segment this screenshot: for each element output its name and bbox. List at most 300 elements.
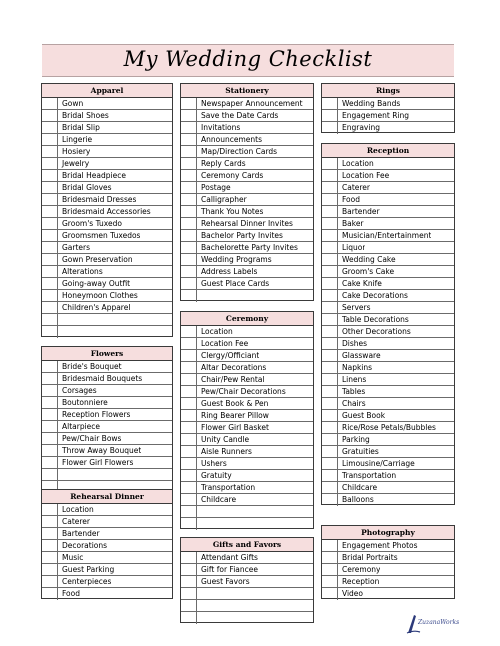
checklist-item[interactable]	[181, 518, 313, 530]
checklist-item[interactable]	[181, 158, 313, 170]
checkbox[interactable]	[322, 278, 338, 289]
checkbox[interactable]	[42, 134, 58, 145]
checkbox[interactable]	[181, 518, 197, 530]
checklist-item[interactable]	[42, 433, 172, 445]
checklist-item-label: Altar Decorations	[201, 363, 267, 372]
checkbox[interactable]	[322, 350, 338, 361]
checkbox[interactable]	[42, 552, 58, 563]
checklist-item[interactable]	[322, 254, 454, 266]
checklist-item-label: Lingerie	[62, 135, 93, 144]
checkbox[interactable]	[42, 457, 58, 468]
checklist-item-label: Guest Book	[342, 411, 386, 420]
checklist-item[interactable]	[322, 158, 454, 170]
checkbox[interactable]	[42, 182, 58, 193]
checklist-item[interactable]	[181, 564, 313, 576]
checklist-item-label: Save the Date Cards	[201, 111, 279, 120]
checklist-item-label: Honeymoon Clothes	[62, 291, 138, 300]
checklist-item[interactable]	[181, 470, 313, 482]
checkbox[interactable]	[181, 134, 197, 145]
checkbox[interactable]	[42, 146, 58, 157]
checklist-item[interactable]	[322, 266, 454, 278]
checkbox[interactable]	[322, 588, 338, 600]
checkbox[interactable]	[322, 482, 338, 493]
checklist-item[interactable]	[181, 146, 313, 158]
checklist-item[interactable]	[181, 110, 313, 122]
checkbox[interactable]	[322, 576, 338, 587]
checkbox[interactable]	[42, 194, 58, 205]
checkbox[interactable]	[42, 98, 58, 109]
checklist-item[interactable]	[322, 350, 454, 362]
checkbox[interactable]	[42, 361, 58, 372]
checkbox[interactable]	[181, 206, 197, 217]
checklist-item[interactable]	[42, 242, 172, 254]
checklist-item-label: Bridal Headpiece	[62, 171, 126, 180]
checklist-item-label: Servers	[342, 303, 371, 312]
checkbox[interactable]	[42, 278, 58, 289]
checklist-item[interactable]	[322, 398, 454, 410]
checkbox[interactable]	[181, 338, 197, 349]
checklist-item[interactable]	[181, 218, 313, 230]
checklist-item-label: Cake Knife	[342, 279, 382, 288]
checkbox[interactable]	[42, 170, 58, 181]
checkbox[interactable]	[42, 314, 58, 325]
checklist-item-label: Caterer	[342, 183, 371, 192]
checklist-item[interactable]	[42, 540, 172, 552]
checkbox[interactable]	[181, 410, 197, 421]
checklist-item-label: Groomsmen Tuxedos	[62, 231, 141, 240]
checklist-item[interactable]	[181, 494, 313, 506]
checklist-item[interactable]	[42, 170, 172, 182]
checklist-item[interactable]	[181, 350, 313, 362]
checkbox[interactable]	[322, 446, 338, 457]
checkbox[interactable]	[322, 374, 338, 385]
checkbox[interactable]	[42, 373, 58, 384]
checklist-item[interactable]	[181, 506, 313, 518]
checklist-item[interactable]	[42, 266, 172, 278]
checkbox[interactable]	[322, 362, 338, 373]
checklist-item-label: Food	[342, 195, 360, 204]
checklist-item-label: Music	[62, 553, 84, 562]
checkbox[interactable]	[322, 552, 338, 563]
checkbox[interactable]	[181, 230, 197, 241]
checklist-item-label: Tables	[342, 387, 366, 396]
checklist-item[interactable]	[42, 576, 172, 588]
checklist-item[interactable]	[322, 494, 454, 506]
checklist-item-label: Altarpiece	[62, 422, 101, 431]
checklist-item[interactable]	[42, 182, 172, 194]
checkbox[interactable]	[181, 254, 197, 265]
checklist-item[interactable]	[181, 576, 313, 588]
checkbox[interactable]	[181, 182, 197, 193]
checkbox[interactable]	[181, 266, 197, 277]
checklist-item[interactable]	[42, 206, 172, 218]
checklist-item-label: Centerpieces	[62, 577, 112, 586]
checklist-item[interactable]	[322, 410, 454, 422]
checkbox[interactable]	[181, 386, 197, 397]
checkbox[interactable]	[42, 254, 58, 265]
checkbox[interactable]	[322, 122, 338, 134]
checkbox[interactable]	[322, 470, 338, 481]
ceremony-section	[180, 311, 314, 529]
stationery-heading: Stationery	[181, 84, 313, 98]
checkbox[interactable]	[181, 350, 197, 361]
checklist-item[interactable]	[42, 397, 172, 409]
logo-text: ZuzanaWorks	[418, 619, 460, 626]
checkbox[interactable]	[181, 576, 197, 587]
checkbox[interactable]	[181, 146, 197, 157]
checkbox[interactable]	[42, 122, 58, 133]
checklist-item[interactable]	[42, 230, 172, 242]
checklist-item-label: Engraving	[342, 123, 380, 132]
checkbox[interactable]	[181, 374, 197, 385]
checklist-item[interactable]	[181, 482, 313, 494]
checklist-item-label: Wedding Bands	[342, 99, 401, 108]
checklist-item-label: Chairs	[342, 399, 366, 408]
checkbox[interactable]	[181, 506, 197, 517]
checklist-item-label: Ring Bearer Pillow	[201, 411, 269, 420]
checklist-item[interactable]	[322, 482, 454, 494]
checkbox[interactable]	[181, 110, 197, 121]
checklist-item-label: Map/Direction Cards	[201, 147, 278, 156]
checklist-item-label: Engagement Ring	[342, 111, 410, 120]
checklist-item[interactable]	[42, 552, 172, 564]
checklist-item-label: Location Fee	[342, 171, 390, 180]
checklist-item[interactable]	[181, 290, 313, 302]
checkbox[interactable]	[322, 110, 338, 121]
checkbox[interactable]	[322, 338, 338, 349]
checkbox[interactable]	[322, 386, 338, 397]
checklist-item[interactable]	[322, 362, 454, 374]
checklist-item[interactable]	[322, 302, 454, 314]
checklist-item-label: Other Decorations	[342, 327, 411, 336]
checklist-item[interactable]	[181, 446, 313, 458]
checkbox[interactable]	[181, 446, 197, 457]
checkbox[interactable]	[181, 326, 197, 337]
checklist-item[interactable]	[42, 588, 172, 600]
checkbox[interactable]	[181, 194, 197, 205]
checklist-item[interactable]	[181, 254, 313, 266]
checklist-item[interactable]	[181, 338, 313, 350]
checkbox[interactable]	[322, 182, 338, 193]
checklist-item-label: Newspaper Announcement	[201, 99, 303, 108]
checklist-item[interactable]	[322, 98, 454, 110]
checkbox[interactable]	[181, 362, 197, 373]
checklist-item[interactable]	[322, 576, 454, 588]
checklist-item[interactable]	[181, 242, 313, 254]
checklist-item-label	[197, 588, 201, 599]
checklist-item-label: Throw Away Bouquet	[62, 446, 142, 455]
checkbox[interactable]	[322, 290, 338, 301]
checklist-item[interactable]	[322, 326, 454, 338]
checkbox[interactable]	[181, 422, 197, 433]
checkbox[interactable]	[42, 230, 58, 241]
checkbox[interactable]	[322, 266, 338, 277]
checklist-item-label: Boutonniere	[62, 398, 108, 407]
checkbox[interactable]	[181, 552, 197, 563]
checkbox[interactable]	[322, 302, 338, 313]
checkbox[interactable]	[181, 482, 197, 493]
checklist-item-label: Bridal Shoes	[62, 111, 109, 120]
checkbox[interactable]	[42, 218, 58, 229]
checklist-item[interactable]	[42, 385, 172, 397]
checklist-item-label: Engagement Photos	[342, 541, 418, 550]
checklist-item[interactable]	[322, 588, 454, 600]
checkbox[interactable]	[322, 434, 338, 445]
checklist-item-label: Childcare	[201, 495, 237, 504]
checkbox[interactable]	[42, 385, 58, 396]
checklist-item-label: Pew/Chair Decorations	[201, 387, 286, 396]
checklist-item[interactable]	[181, 374, 313, 386]
checklist-item[interactable]	[322, 386, 454, 398]
checkbox[interactable]	[42, 242, 58, 253]
checkbox[interactable]	[322, 230, 338, 241]
checklist-item-label: Children's Apparel	[62, 303, 131, 312]
checklist-item[interactable]	[42, 409, 172, 421]
checklist-item[interactable]	[42, 302, 172, 314]
checkbox[interactable]	[42, 397, 58, 408]
checklist-item[interactable]	[181, 458, 313, 470]
checklist-item[interactable]	[322, 338, 454, 350]
checklist-item[interactable]	[181, 398, 313, 410]
checklist-item[interactable]	[42, 194, 172, 206]
photography-heading: Photography	[322, 526, 454, 540]
checklist-item[interactable]	[42, 278, 172, 290]
checkbox[interactable]	[181, 398, 197, 409]
checkbox[interactable]	[181, 122, 197, 133]
checkbox[interactable]	[181, 564, 197, 575]
checkbox[interactable]	[322, 254, 338, 265]
checklist-item-label: Bridal Gloves	[62, 183, 112, 192]
checklist-item[interactable]	[322, 434, 454, 446]
checkbox[interactable]	[42, 326, 58, 338]
checkbox[interactable]	[42, 110, 58, 121]
checklist-item[interactable]	[181, 134, 313, 146]
checkbox[interactable]	[42, 433, 58, 444]
checkbox[interactable]	[322, 218, 338, 229]
checkbox[interactable]	[181, 600, 197, 611]
checklist-item[interactable]	[322, 374, 454, 386]
checklist-item[interactable]	[181, 422, 313, 434]
title-banner	[42, 44, 454, 77]
checkbox[interactable]	[42, 564, 58, 575]
checklist-item[interactable]	[42, 98, 172, 110]
checklist-item[interactable]	[42, 122, 172, 134]
photography-section	[321, 525, 455, 599]
checkbox[interactable]	[42, 409, 58, 420]
checkbox[interactable]	[42, 421, 58, 432]
checklist-item[interactable]	[322, 422, 454, 434]
checklist-item-label: Flower Girl Basket	[201, 423, 269, 432]
checklist-item[interactable]	[322, 540, 454, 552]
checklist-item[interactable]	[42, 110, 172, 122]
checkbox[interactable]	[42, 588, 58, 600]
ceremony-heading: Ceremony	[181, 312, 313, 326]
checklist-item[interactable]	[181, 182, 313, 194]
checkbox[interactable]	[42, 528, 58, 539]
checkbox[interactable]	[322, 494, 338, 506]
checkbox[interactable]	[181, 170, 197, 181]
checklist-item[interactable]	[322, 122, 454, 134]
checkbox[interactable]	[322, 398, 338, 409]
checkbox[interactable]	[42, 206, 58, 217]
checklist-item[interactable]	[42, 218, 172, 230]
checkbox[interactable]	[322, 564, 338, 575]
checklist-item[interactable]	[42, 528, 172, 540]
checklist-item-label: Bachelorette Party Invites	[201, 243, 298, 252]
checkbox[interactable]	[322, 206, 338, 217]
checkbox[interactable]	[181, 494, 197, 505]
checkbox[interactable]	[42, 516, 58, 527]
checklist-item[interactable]	[42, 134, 172, 146]
checkbox[interactable]	[322, 410, 338, 421]
checklist-item-label: Alterations	[62, 267, 103, 276]
checkbox[interactable]	[322, 194, 338, 205]
reception-heading: Reception	[322, 144, 454, 158]
checklist-item[interactable]	[322, 446, 454, 458]
checklist-item[interactable]	[181, 588, 313, 600]
checkbox[interactable]	[181, 218, 197, 229]
checklist-item[interactable]	[322, 290, 454, 302]
checklist-item[interactable]	[322, 182, 454, 194]
checklist-item[interactable]	[181, 386, 313, 398]
checklist-item[interactable]	[181, 266, 313, 278]
checkbox[interactable]	[42, 302, 58, 313]
checklist-item[interactable]	[181, 194, 313, 206]
checklist-item-label: Going-away Outfit	[62, 279, 131, 288]
rings-heading: Rings	[322, 84, 454, 98]
checkbox[interactable]	[181, 242, 197, 253]
checklist-item[interactable]	[181, 170, 313, 182]
checkbox[interactable]	[42, 540, 58, 551]
checklist-item[interactable]	[322, 564, 454, 576]
checklist-item-label: Dishes	[342, 339, 368, 348]
checkbox[interactable]	[181, 470, 197, 481]
checkbox[interactable]	[181, 158, 197, 169]
checklist-item[interactable]	[322, 470, 454, 482]
checkbox[interactable]	[42, 469, 58, 480]
checklist-item-label: Groom's Tuxedo	[62, 219, 122, 228]
checklist-item-label: Bachelor Party Invites	[201, 231, 283, 240]
checklist-item[interactable]	[42, 457, 172, 469]
checklist-item[interactable]	[42, 469, 172, 481]
checklist-item[interactable]	[322, 206, 454, 218]
checklist-item[interactable]	[181, 362, 313, 374]
checklist-item[interactable]	[322, 278, 454, 290]
checklist-item[interactable]	[42, 158, 172, 170]
checkbox[interactable]	[322, 422, 338, 433]
checkbox[interactable]	[322, 314, 338, 325]
checkbox[interactable]	[42, 266, 58, 277]
checklist-item[interactable]	[181, 206, 313, 218]
checklist-item[interactable]	[42, 361, 172, 373]
checkbox[interactable]	[322, 326, 338, 337]
checklist-item[interactable]	[42, 445, 172, 457]
checkbox[interactable]	[181, 612, 197, 624]
checklist-item-label: Cake Decorations	[342, 291, 408, 300]
checklist-item[interactable]	[181, 600, 313, 612]
checkbox[interactable]	[322, 98, 338, 109]
checklist-item[interactable]	[42, 516, 172, 528]
checkbox[interactable]	[322, 540, 338, 551]
checkbox[interactable]	[181, 434, 197, 445]
checkbox[interactable]	[181, 98, 197, 109]
checkbox[interactable]	[322, 242, 338, 253]
checklist-item[interactable]	[42, 326, 172, 338]
checkbox[interactable]	[181, 278, 197, 289]
checklist-item[interactable]	[181, 230, 313, 242]
checklist-item-label: Rehearsal Dinner Invites	[201, 219, 293, 228]
checklist-item[interactable]	[322, 110, 454, 122]
checklist-item[interactable]	[181, 552, 313, 564]
checkbox[interactable]	[181, 458, 197, 469]
checklist-item[interactable]	[42, 421, 172, 433]
checklist-item[interactable]	[322, 170, 454, 182]
checklist-item-label: Baker	[342, 219, 364, 228]
checklist-item-label	[197, 290, 201, 302]
checklist-item[interactable]	[322, 230, 454, 242]
checklist-item[interactable]	[42, 290, 172, 302]
checklist-item[interactable]	[322, 242, 454, 254]
checklist-item[interactable]	[42, 564, 172, 576]
checkbox[interactable]	[181, 588, 197, 599]
checklist-item-label: Postage	[201, 183, 231, 192]
checklist-item[interactable]	[181, 278, 313, 290]
checklist-item[interactable]	[181, 122, 313, 134]
checklist-item-label: Bride's Bouquet	[62, 362, 122, 371]
checklist-item-label: Bartender	[62, 529, 100, 538]
checkbox[interactable]	[42, 445, 58, 456]
checklist-item[interactable]	[322, 552, 454, 564]
checklist-item[interactable]	[42, 314, 172, 326]
checklist-item[interactable]	[181, 410, 313, 422]
checklist-item-label: Parking	[342, 435, 370, 444]
checkbox[interactable]	[181, 290, 197, 302]
checklist-item-label: Decorations	[62, 541, 108, 550]
checklist-item-label: Pew/Chair Bows	[62, 434, 122, 443]
checklist-item-label: Caterer	[62, 517, 91, 526]
checklist-item[interactable]	[42, 146, 172, 158]
checklist-item-label: Transportation	[201, 483, 256, 492]
checklist-item-label: Attendant Gifts	[201, 553, 258, 562]
checkbox[interactable]	[42, 290, 58, 301]
checkbox[interactable]	[42, 504, 58, 515]
checklist-item-label: Food	[62, 589, 80, 598]
checklist-item-label: Guest Book & Pen	[201, 399, 269, 408]
checklist-item[interactable]	[181, 434, 313, 446]
checklist-item[interactable]	[322, 458, 454, 470]
checklist-item-label: Liquor	[342, 243, 366, 252]
checklist-item[interactable]	[322, 194, 454, 206]
checklist-item[interactable]	[322, 314, 454, 326]
checkbox[interactable]	[322, 158, 338, 169]
checklist-item-label: Guest Favors	[201, 577, 250, 586]
checkbox[interactable]	[42, 158, 58, 169]
checklist-item-label: Limousine/Carriage	[342, 459, 415, 468]
checkbox[interactable]	[42, 576, 58, 587]
checklist-item-label: Location	[201, 327, 233, 336]
checkbox[interactable]	[322, 458, 338, 469]
checklist-item[interactable]	[322, 218, 454, 230]
checklist-item[interactable]	[42, 254, 172, 266]
checklist-item-label	[58, 326, 62, 338]
checklist-item[interactable]	[181, 326, 313, 338]
checklist-item[interactable]	[181, 98, 313, 110]
checkbox[interactable]	[322, 170, 338, 181]
checklist-item-label: Corsages	[62, 386, 97, 395]
checklist-item[interactable]	[42, 504, 172, 516]
checklist-item[interactable]	[42, 373, 172, 385]
checklist-item[interactable]	[181, 612, 313, 624]
